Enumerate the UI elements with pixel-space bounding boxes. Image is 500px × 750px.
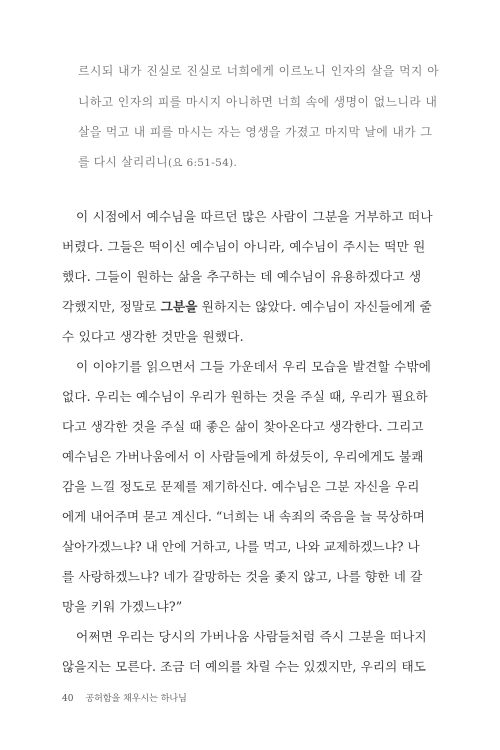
paragraph-line: 않을지는 모른다. 조금 더 예의를 차릴 수는 있겠지만, 우리의 태도 <box>62 659 427 674</box>
quote-line: 니하고 인자의 피를 마시지 아니하면 너희 속에 생명이 없느니라 내 <box>78 95 438 109</box>
page-footer <box>62 691 187 704</box>
paragraph-line: 수 있다고 생각한 것만을 원했다. <box>62 329 244 344</box>
paragraph-line: 다고 생각한 것을 주실 때 좋은 삶이 찾아온다고 생각한다. 그리고 <box>62 419 424 434</box>
paragraph-line: 살아가겠느냐? 내 안에 거하고, 나를 먹고, 나와 교제하겠느냐? 나 <box>62 539 420 554</box>
paragraph-line: 버렸다. 그들은 떡이신 예수님이 아니라, 예수님이 주시는 떡만 원 <box>62 239 426 254</box>
paragraph-line: 감을 느낄 정도로 문제를 제기하신다. 예수님은 그분 자신을 우리 <box>62 479 420 494</box>
paragraph-line: 없다. 우리는 예수님이 우리가 원하는 것을 주실 때, 우리가 필요하 <box>62 389 428 404</box>
quote-line: 살을 먹고 내 피를 마시는 자는 영생을 가졌고 마지막 날에 내가 그 <box>78 125 433 139</box>
paragraph-line: 이 시점에서 예수님을 따르던 많은 사람이 그분을 거부하고 떠나 <box>76 209 433 224</box>
paragraph-line: 했다. 그들이 원하는 삶을 추구하는 데 예수님이 유용하겠다고 생 <box>62 269 422 284</box>
paragraph-line: 를 사랑하겠느냐? 네가 갈망하는 것을 좇지 않고, 나를 향한 네 갈 <box>62 569 423 584</box>
running-title: 공허함을 채우시는 하나님 <box>85 694 187 704</box>
paragraph-line: 망을 키워 가겠느냐?” <box>62 599 183 614</box>
quote-text: 를 다시 살리리니 <box>78 155 168 169</box>
scripture-reference: (요 6:51-54). <box>167 157 238 169</box>
paragraph-line <box>62 297 432 317</box>
page-number: 40 <box>62 694 74 704</box>
line-segment: 원하지는 않았다. 예수님이 자신들에게 줄 <box>197 299 432 314</box>
emphasized-word: 그분을 <box>160 299 198 314</box>
paragraph-line: 어쩌면 우리는 당시의 가버나움 사람들처럼 즉시 그분을 떠나지 <box>76 629 427 644</box>
quote-line: 르시되 내가 진실로 진실로 너희에게 이르노니 인자의 살을 먹지 아 <box>78 64 440 78</box>
paragraph-line: 이 이야기를 읽으면서 그들 가운데서 우리 모습을 발견할 수밖에 <box>76 359 432 374</box>
line-segment: 각했지만, 정말로 <box>62 299 161 314</box>
paragraph-line: 예수님은 가버나움에서 이 사람들에게 하셨듯이, 우리에게도 불쾌 <box>62 449 424 464</box>
paragraph-line: 에게 내어주며 묻고 계신다. “너희는 내 속죄의 죽음을 늘 묵상하며 <box>62 509 425 524</box>
quote-line <box>78 152 237 173</box>
